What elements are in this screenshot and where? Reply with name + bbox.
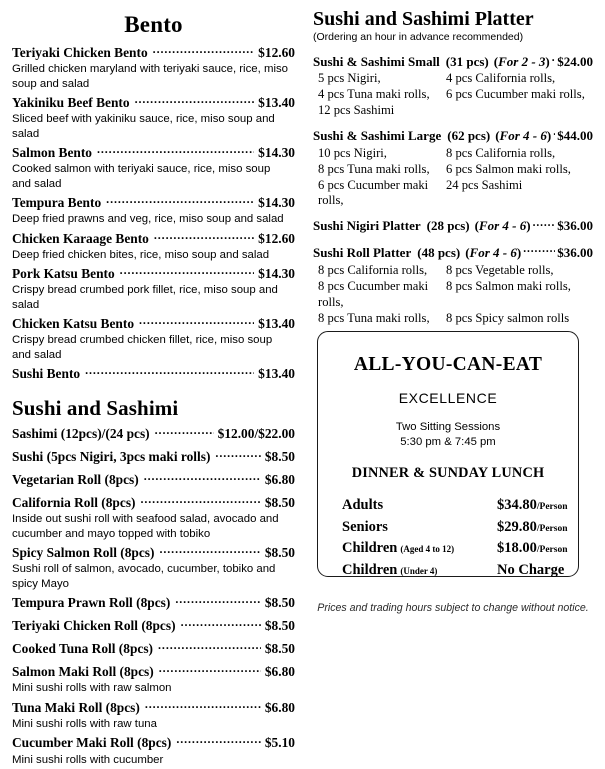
menu-item-description: Grilled chicken maryland with teriyaki sauce, rice, miso soup and salad xyxy=(12,63,289,90)
menu-item xyxy=(12,364,295,386)
platter-contents-left: 10 pcs Nigiri, xyxy=(318,145,387,160)
dot-leader xyxy=(140,496,260,507)
platter-name: Sushi Nigiri Platter xyxy=(313,218,421,234)
menu-item-name: Chicken Karaage Bento xyxy=(12,230,149,246)
left-column xyxy=(12,6,295,769)
platter-quantity: (28 pcs) xyxy=(426,218,470,234)
platter-contents-right: 8 pcs Vegetable rolls, xyxy=(446,262,554,277)
ayce-price-unit: /Person xyxy=(536,502,568,513)
menu-item-line xyxy=(12,493,295,512)
dot-leader xyxy=(85,367,254,378)
ayce-price-value xyxy=(497,538,567,559)
ayce-price-row xyxy=(342,560,578,581)
menu-item-price: $13.40 xyxy=(258,95,295,111)
menu-item-name: Salmon Maki Roll (8pcs) xyxy=(12,664,154,680)
menu-item xyxy=(12,424,295,446)
platter-item xyxy=(313,127,593,209)
menu-item-description: Inside out sushi roll with seafood salad, avocado and cucumber and mayo topped with tobiko xyxy=(12,513,279,540)
menu-item xyxy=(12,733,295,767)
ayce-price-qualifier: (Under 4) xyxy=(400,565,438,576)
menu-item-price: $6.80 xyxy=(264,472,295,488)
menu-item-line xyxy=(12,229,295,248)
ayce-price-label-text: Seniors xyxy=(342,518,388,535)
dot-leader xyxy=(533,220,556,230)
platter-serves: (For 2 - 3) xyxy=(493,53,550,69)
platter-contents xyxy=(318,146,593,209)
right-column xyxy=(313,6,593,334)
platter-item-line xyxy=(313,217,593,236)
menu-item-description: Mini sushi rolls with raw tuna xyxy=(12,717,157,730)
ayce-price-table xyxy=(342,495,578,581)
platter-contents-row xyxy=(318,279,593,311)
ayce-price-row xyxy=(342,538,578,559)
spacer xyxy=(12,443,295,446)
platter-contents-right: 4 pcs California rolls, xyxy=(446,71,556,86)
spacer xyxy=(12,635,295,638)
dot-leader xyxy=(553,130,555,140)
menu-item-price: $12.60 xyxy=(258,45,295,61)
dot-leader xyxy=(135,96,255,107)
platter-name: Sushi & Sashimi Large xyxy=(313,128,442,144)
dot-leader xyxy=(144,473,261,484)
platter-serves-text: For 4 - 6 xyxy=(469,245,517,261)
menu-item-name: Tempura Prawn Roll (8pcs) xyxy=(12,595,171,611)
ayce-price-value xyxy=(497,560,564,581)
menu-item-price: $13.40 xyxy=(258,366,295,382)
platter-contents xyxy=(318,71,593,119)
platter-contents-row xyxy=(318,87,593,103)
menu-item xyxy=(12,493,295,541)
platter-contents-row xyxy=(318,178,593,210)
dot-leader xyxy=(145,701,261,712)
spacer xyxy=(12,383,295,386)
menu-item xyxy=(12,229,295,263)
menu-item-line xyxy=(12,447,295,466)
ayce-sessions xyxy=(318,420,578,449)
menu-item-description: Crispy bread crumbed chicken fillet, rice, miso soup and salad xyxy=(12,334,273,361)
menu-item-name: Tuna Maki Roll (8pcs) xyxy=(12,699,140,715)
menu-item-price: $14.30 xyxy=(258,266,295,282)
platter-contents-row xyxy=(318,103,593,119)
menu-item xyxy=(12,639,295,661)
platter-contents-right: 8 pcs Salmon maki rolls, xyxy=(446,278,571,293)
dot-leader xyxy=(159,546,260,557)
menu-item-description: Deep fried chicken bites, rice, miso soup and salad xyxy=(12,248,270,261)
menu-item-name: Pork Katsu Bento xyxy=(12,266,115,282)
menu-item-price: $8.50 xyxy=(264,595,295,611)
ayce-sessions-line1: Two Sitting Sessions xyxy=(395,421,501,433)
platter-contents-left: 8 pcs California rolls, xyxy=(318,262,428,277)
menu-item-price: $14.30 xyxy=(258,145,295,161)
menu-item-price: $5.10 xyxy=(264,735,295,751)
spacer xyxy=(12,466,295,469)
menu-item-name: Salmon Bento xyxy=(12,145,92,161)
menu-item-line xyxy=(12,616,295,635)
section-title: Bento xyxy=(124,12,183,37)
menu-item xyxy=(12,616,295,638)
menu-item-name: Chicken Katsu Bento xyxy=(12,316,135,332)
platter-price: $36.00 xyxy=(557,218,593,234)
platter-item xyxy=(313,53,593,119)
all-you-can-eat-box xyxy=(317,331,579,577)
platter-item xyxy=(313,244,593,326)
dot-leader xyxy=(97,146,254,157)
platter-price: $24.00 xyxy=(557,53,593,69)
menu-item-line xyxy=(12,593,295,612)
menu-item-description: Sliced beef with yakiniku sauce, rice, miso soup and salad xyxy=(12,113,275,140)
menu-item xyxy=(12,314,295,362)
menu-item xyxy=(12,543,295,591)
platter-serves: (For 4 - 6) xyxy=(474,218,531,234)
menu-item-line xyxy=(12,143,295,162)
platter-contents-right xyxy=(446,103,593,119)
menu-item-price: $8.50 xyxy=(264,495,295,511)
platter-name: Sushi & Sashimi Small xyxy=(313,53,440,69)
menu-item-name: Cooked Tuna Roll (8pcs) xyxy=(12,641,154,657)
platter-contents-right: 6 pcs Cucumber maki rolls, xyxy=(446,87,585,102)
menu-item-price: $12.00/$22.00 xyxy=(217,426,295,442)
ayce-price-label xyxy=(342,560,497,581)
platter-contents-row xyxy=(318,311,593,327)
menu-item xyxy=(12,193,295,227)
ayce-title: ALL-YOU-CAN-EAT xyxy=(353,354,543,375)
ayce-meal-heading: DINNER & SUNDAY LUNCH xyxy=(351,465,545,482)
dot-leader xyxy=(158,642,261,653)
platter-section-note: (Ordering an hour in advance recommended) xyxy=(313,31,524,43)
menu-item-line xyxy=(12,43,295,62)
menu-item-line xyxy=(12,314,295,333)
menu-item-price: $6.80 xyxy=(264,664,295,680)
dot-leader xyxy=(153,46,255,57)
menu-item-line xyxy=(12,733,295,752)
menu-item-name: Teriyaki Chicken Bento xyxy=(12,45,148,61)
ayce-price-amount: $34.80 xyxy=(497,497,537,514)
platter-contents-left: 8 pcs Tuna maki rolls, xyxy=(318,310,430,325)
menu-item-line xyxy=(12,264,295,283)
menu-item xyxy=(12,43,295,91)
ayce-price-unit: /Person xyxy=(536,545,568,556)
platter-contents-left: 4 pcs Tuna maki rolls, xyxy=(318,87,430,102)
ayce-price-row xyxy=(342,495,578,516)
dot-leader xyxy=(154,232,254,243)
menu-item xyxy=(12,447,295,469)
ayce-price-value xyxy=(497,495,567,516)
ayce-price-label-text: Children xyxy=(342,561,398,578)
menu-item-name: Sushi Bento xyxy=(12,366,81,382)
platter-price: $36.00 xyxy=(557,245,593,261)
menu-item xyxy=(12,264,295,312)
platter-item-line xyxy=(313,244,593,263)
platter-contents-row xyxy=(318,162,593,178)
menu-item-name: Yakiniku Beef Bento xyxy=(12,95,130,111)
platter-contents-right: 8 pcs Spicy salmon rolls xyxy=(446,310,570,325)
platter-contents xyxy=(318,263,593,326)
menu-item-line xyxy=(12,364,295,383)
dot-leader xyxy=(176,736,261,747)
ayce-price-label xyxy=(342,495,497,516)
platter-contents-left: 5 pcs Nigiri, xyxy=(318,71,381,86)
menu-item-price: $13.40 xyxy=(258,316,295,332)
platter-contents-right: 6 pcs Salmon maki rolls, xyxy=(446,161,571,176)
menu-item-price: $8.50 xyxy=(264,641,295,657)
platter-name: Sushi Roll Platter xyxy=(313,245,412,261)
menu-item-description: Deep fried prawns and veg, rice, miso soup and salad xyxy=(12,213,284,226)
spacer xyxy=(12,658,295,661)
ayce-price-qualifier: (Aged 4 to 12) xyxy=(400,544,455,555)
ayce-price-row xyxy=(342,517,578,538)
menu-item-name: Teriyaki Chicken Roll (8pcs) xyxy=(12,618,176,634)
menu-item-price: $8.50 xyxy=(264,618,295,634)
menu-item-name: Tempura Bento xyxy=(12,195,102,211)
menu-item xyxy=(12,470,295,492)
dot-leader xyxy=(552,56,555,66)
ayce-price-label xyxy=(342,538,497,559)
dot-leader xyxy=(139,317,254,328)
spacer xyxy=(12,489,295,492)
platter-contents-left: 8 pcs Tuna maki rolls, xyxy=(318,161,430,176)
dot-leader xyxy=(159,665,261,676)
menu-item xyxy=(12,593,295,615)
menu-item-description: Cooked salmon with teriyaki sauce, rice, miso soup and salad xyxy=(12,163,271,190)
ayce-price-amount: No Charge xyxy=(497,561,565,578)
platter-item-line xyxy=(313,53,593,72)
platter-quantity: (48 pcs) xyxy=(417,245,461,261)
dot-leader xyxy=(523,247,555,257)
dot-leader xyxy=(120,267,255,278)
platter-quantity: (62 pcs) xyxy=(447,128,491,144)
menu-item-line xyxy=(12,470,295,489)
menu-item-price: $6.80 xyxy=(264,699,295,715)
spacer xyxy=(12,612,295,615)
ayce-price-unit: /Person xyxy=(536,523,568,534)
menu-item xyxy=(12,662,295,696)
menu-item-description: Crispy bread crumbed pork fillet, rice, miso soup and salad xyxy=(12,284,278,311)
ayce-sessions-line2: 5:30 pm & 7:45 pm xyxy=(400,435,496,448)
ayce-price-label-text: Children xyxy=(342,540,398,557)
menu-item-line xyxy=(12,698,295,717)
menu-item-name: Spicy Salmon Roll (8pcs) xyxy=(12,545,155,561)
platter-price: $44.00 xyxy=(557,128,593,144)
footer-disclaimer: Prices and trading hours subject to change without notice. xyxy=(317,602,589,614)
menu-item-name: Sashimi (12pcs)/(24 pcs) xyxy=(12,426,150,442)
menu-item-line xyxy=(12,662,295,681)
menu-item-line xyxy=(12,639,295,658)
dot-leader xyxy=(215,450,260,461)
menu-item-description: Sushi roll of salmon, avocado, cucumber, tobiko and spicy Mayo xyxy=(12,563,276,590)
platter-quantity: (31 pcs) xyxy=(445,53,489,69)
menu-item-price: $8.50 xyxy=(264,545,295,561)
platter-contents-row xyxy=(318,146,593,162)
menu-item xyxy=(12,143,295,191)
menu-item-line xyxy=(12,543,295,562)
ayce-price-amount: $29.80 xyxy=(497,518,537,535)
ayce-price-label xyxy=(342,517,497,538)
ayce-price-amount: $18.00 xyxy=(497,540,537,557)
platter-contents-row xyxy=(318,71,593,87)
menu-item-description: Mini sushi rolls with cucumber xyxy=(12,753,164,766)
platter-contents-right: 8 pcs California rolls, xyxy=(446,145,556,160)
platter-contents-row xyxy=(318,263,593,279)
menu-item xyxy=(12,698,295,732)
dot-leader xyxy=(181,619,261,630)
ayce-subtitle: EXCELLENCE xyxy=(398,390,498,406)
menu-item-name: California Roll (8pcs) xyxy=(12,495,136,511)
platter-serves: (For 4 - 6) xyxy=(495,128,552,144)
platter-contents-left: 12 pcs Sashimi xyxy=(318,103,395,118)
platter-serves: (For 4 - 6) xyxy=(465,245,522,261)
menu-item-line xyxy=(12,193,295,212)
platter-item-line xyxy=(313,127,593,146)
ayce-price-label-text: Adults xyxy=(342,497,384,514)
menu-item-line xyxy=(12,424,295,443)
platter-serves-text: For 2 - 3 xyxy=(498,53,546,69)
menu-item-price: $12.60 xyxy=(258,230,295,246)
dot-leader xyxy=(175,596,261,607)
platter-serves-text: For 4 - 6 xyxy=(499,128,547,144)
dot-leader xyxy=(155,427,214,438)
menu-item-name: Cucumber Maki Roll (8pcs) xyxy=(12,735,172,751)
platter-contents-left: 8 pcs Cucumber maki rolls, xyxy=(318,278,429,309)
menu-item xyxy=(12,93,295,141)
section-title: Sushi and Sashimi xyxy=(12,396,179,421)
menu-item-price: $14.30 xyxy=(258,195,295,211)
platter-contents-right: 24 pcs Sashimi xyxy=(446,177,523,192)
platter-item xyxy=(313,217,593,236)
platter-serves-text: For 4 - 6 xyxy=(478,218,527,234)
platter-contents-left: 6 pcs Cucumber maki rolls, xyxy=(318,177,429,208)
menu-item-price: $8.50 xyxy=(264,449,295,465)
menu-item-line xyxy=(12,93,295,112)
menu-item-name: Sushi (5pcs Nigiri, 3pcs maki rolls) xyxy=(12,449,211,465)
ayce-price-value xyxy=(497,517,567,538)
platter-section-title: Sushi and Sashimi Platter xyxy=(313,8,534,30)
menu-item-name: Vegetarian Roll (8pcs) xyxy=(12,472,139,488)
menu-item-description: Mini sushi rolls with raw salmon xyxy=(12,682,172,695)
dot-leader xyxy=(106,196,254,207)
